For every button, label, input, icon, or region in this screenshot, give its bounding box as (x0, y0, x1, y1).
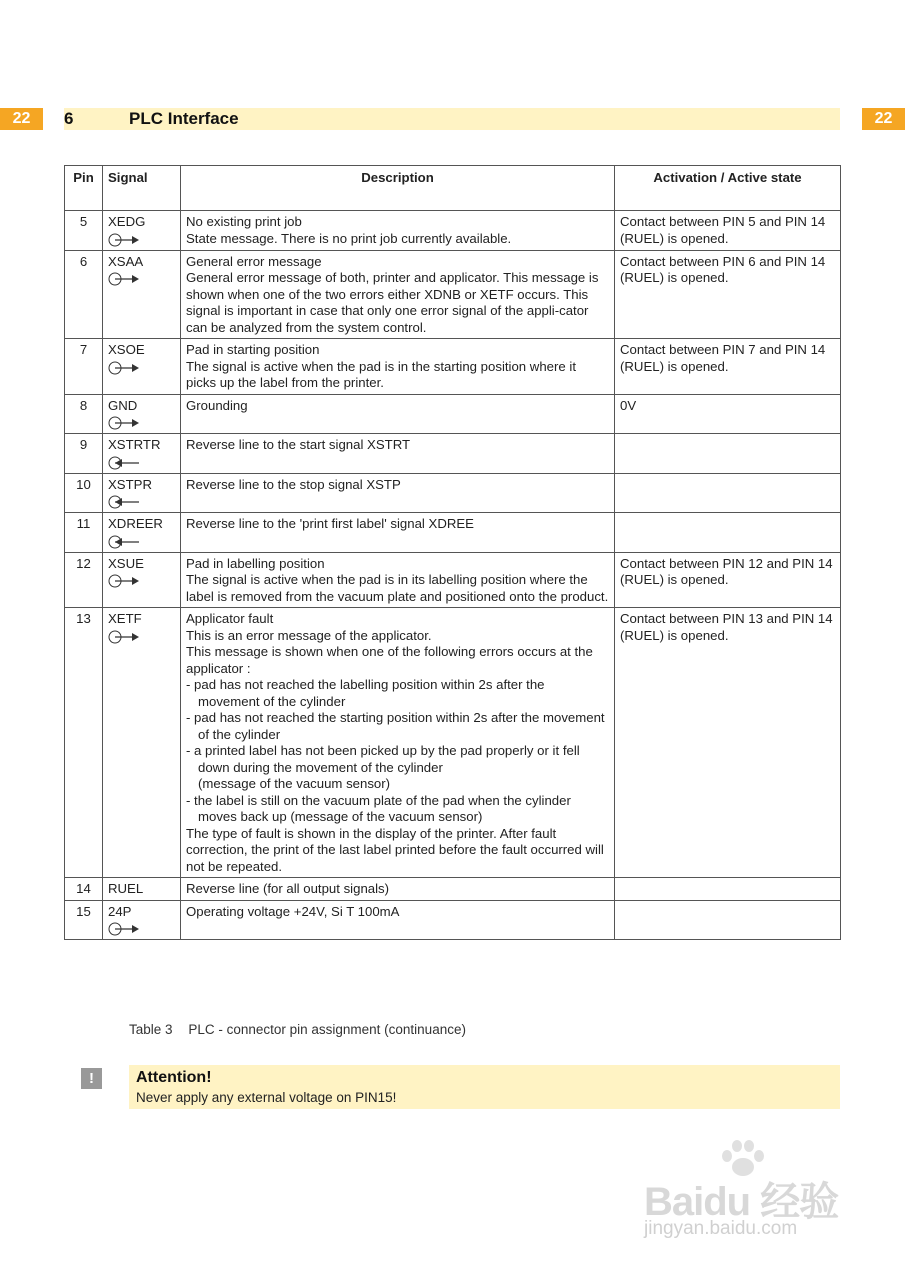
activation-cell: 0V (615, 394, 841, 434)
output-arrow-icon (108, 573, 140, 589)
signal-name: XSTRTR (108, 437, 161, 452)
output-arrow-icon (108, 360, 140, 376)
description-line: This message is shown when one of the following errors occurs at the applicator : (186, 644, 593, 676)
table-header-row (65, 166, 841, 211)
table-row (65, 473, 841, 513)
description-line: Reverse line to the 'print first label' signal XDREE (186, 516, 474, 531)
description-cell (181, 394, 615, 434)
table-row (65, 878, 841, 901)
input-arrow-icon (108, 534, 140, 550)
signal-name: XSOE (108, 342, 145, 357)
description-cell (181, 339, 615, 395)
signal-cell (103, 250, 181, 339)
output-arrow-icon (108, 629, 140, 645)
output-arrow-icon (108, 232, 140, 248)
output-arrow-icon (108, 271, 140, 287)
table-row (65, 900, 841, 940)
activation-cell (615, 900, 841, 940)
description-line: The signal is active when the pad is in the starting position where it picks up the label from the printer. (186, 358, 576, 390)
activation-cell (615, 513, 841, 553)
section-number: 6 (64, 109, 74, 128)
header-pin: Pin (65, 166, 103, 211)
activation-cell: Contact between PIN 13 and PIN 14 (RUEL) is opened. (615, 608, 841, 878)
description-line: Operating voltage +24V, Si T 100mA (186, 903, 400, 919)
signal-name: 24P (108, 903, 132, 919)
pin-number: 9 (65, 434, 103, 474)
description-cell (181, 250, 615, 339)
description-line: Pad in labelling position (186, 555, 325, 571)
signal-cell (103, 211, 181, 251)
description-cell (181, 211, 615, 251)
pin-number: 7 (65, 339, 103, 395)
signal-name: XEDG (108, 214, 146, 229)
attention-box (129, 1065, 840, 1109)
page-number-right: 22 (862, 108, 905, 130)
description-line: Reverse line to the start signal XSTRT (186, 437, 411, 452)
description-line: - pad has not reached the starting position within 2s after the movement of the cylinder (186, 710, 605, 742)
pin-number: 10 (65, 473, 103, 513)
description-line: Reverse line to the stop signal XSTP (186, 476, 401, 492)
signal-cell (103, 878, 181, 901)
description-line: Reverse line (for all output signals) (186, 881, 390, 896)
table-row (65, 250, 841, 339)
table-row (65, 513, 841, 553)
signal-cell (103, 473, 181, 513)
attention-title: Attention! (136, 1069, 212, 1086)
pin-number: 8 (65, 394, 103, 434)
pin-number: 13 (65, 608, 103, 878)
description-line: General error message (186, 253, 322, 269)
signal-name: XDREER (108, 516, 163, 531)
signal-cell (103, 608, 181, 878)
page-number-left: 22 (0, 108, 43, 130)
description-line: - pad has not reached the labelling position within 2s after the movement of the cylinder (186, 677, 545, 709)
output-arrow-icon (108, 415, 140, 431)
signal-cell (103, 513, 181, 553)
pin-number: 6 (65, 250, 103, 339)
description-line: General error message of both, printer and applicator. This message is shown when one of the two errors either XDNB or XETF occurs. This signal is important in case that only one error signal of the appli-cator can be analyzed from the system control. (186, 270, 599, 335)
description-cell (181, 900, 615, 940)
description-cell (181, 552, 615, 608)
pin-assignment-table (64, 165, 841, 940)
description-line: The type of fault is shown in the display of the printer. After fault correction, the print of the last label printed before the fault occurred will not be repeated. (186, 825, 604, 874)
description-line: Applicator fault (186, 611, 274, 626)
caption-text: PLC - connector pin assignment (continuance) (188, 1022, 466, 1037)
description-line: The signal is active when the pad is in its labelling position where the label is removed from the vacuum plate and positioned onto the product. (186, 572, 609, 604)
description-cell (181, 513, 615, 553)
table-row (65, 394, 841, 434)
description-line: No existing print job (186, 214, 302, 229)
description-cell (181, 878, 615, 901)
pin-number: 15 (65, 900, 103, 940)
table-row (65, 552, 841, 608)
activation-cell (615, 878, 841, 901)
input-arrow-icon (108, 455, 140, 471)
description-line: (message of the vacuum sensor) (198, 776, 391, 791)
description-cell (181, 434, 615, 474)
attention-text: Never apply any external voltage on PIN15! (136, 1090, 397, 1105)
table-row (65, 608, 841, 878)
description-line: - the label is still on the vacuum plate of the pad when the cylinder moves back up (message of the vacuum sensor) (186, 792, 571, 824)
table-caption (129, 1022, 466, 1037)
signal-cell (103, 900, 181, 940)
table-row (65, 211, 841, 251)
signal-name: RUEL (108, 881, 144, 896)
pin-number: 12 (65, 552, 103, 608)
warning-exclamation-icon: ! (81, 1068, 102, 1089)
activation-cell (615, 434, 841, 474)
pin-number: 14 (65, 878, 103, 901)
table-row (65, 339, 841, 395)
activation-cell: Contact between PIN 6 and PIN 14 (RUEL) is opened. (615, 250, 841, 339)
header-description: Description (181, 166, 615, 211)
description-line: State message. There is no print job currently available. (186, 230, 512, 246)
section-header (64, 108, 840, 130)
signal-name: GND (108, 397, 138, 413)
section-title: PLC Interface (129, 109, 239, 128)
activation-cell (615, 473, 841, 513)
input-arrow-icon (108, 494, 140, 510)
signal-name: XSUE (108, 555, 144, 571)
caption-label: Table 3 (129, 1022, 173, 1037)
activation-cell: Contact between PIN 7 and PIN 14 (RUEL) is opened. (615, 339, 841, 395)
signal-cell (103, 394, 181, 434)
signal-name: XETF (108, 611, 142, 626)
signal-name: XSTPR (108, 476, 152, 492)
header-signal: Signal (103, 166, 181, 211)
watermark-brand: Baidu 经验 (644, 1180, 839, 1224)
signal-cell (103, 434, 181, 474)
table-row (65, 434, 841, 474)
pin-number: 5 (65, 211, 103, 251)
description-line: Grounding (186, 397, 248, 413)
pin-number: 11 (65, 513, 103, 553)
activation-cell: Contact between PIN 12 and PIN 14 (RUEL) is opened. (615, 552, 841, 608)
description-line: - a printed label has not been picked up by the pad properly or it fell down during the movement of the cylinder (186, 743, 580, 775)
description-line: Pad in starting position (186, 342, 320, 357)
baidu-watermark (640, 1140, 855, 1250)
description-cell (181, 608, 615, 878)
watermark-url: jingyan.baidu.com (644, 1218, 798, 1239)
signal-name: XSAA (108, 253, 144, 269)
output-arrow-icon (108, 921, 140, 937)
signal-cell (103, 552, 181, 608)
activation-cell: Contact between PIN 5 and PIN 14 (RUEL) is opened. (615, 211, 841, 251)
header-activation: Activation / Active state (615, 166, 841, 211)
signal-cell (103, 339, 181, 395)
description-line: This is an error message of the applicator. (186, 627, 432, 643)
description-cell (181, 473, 615, 513)
